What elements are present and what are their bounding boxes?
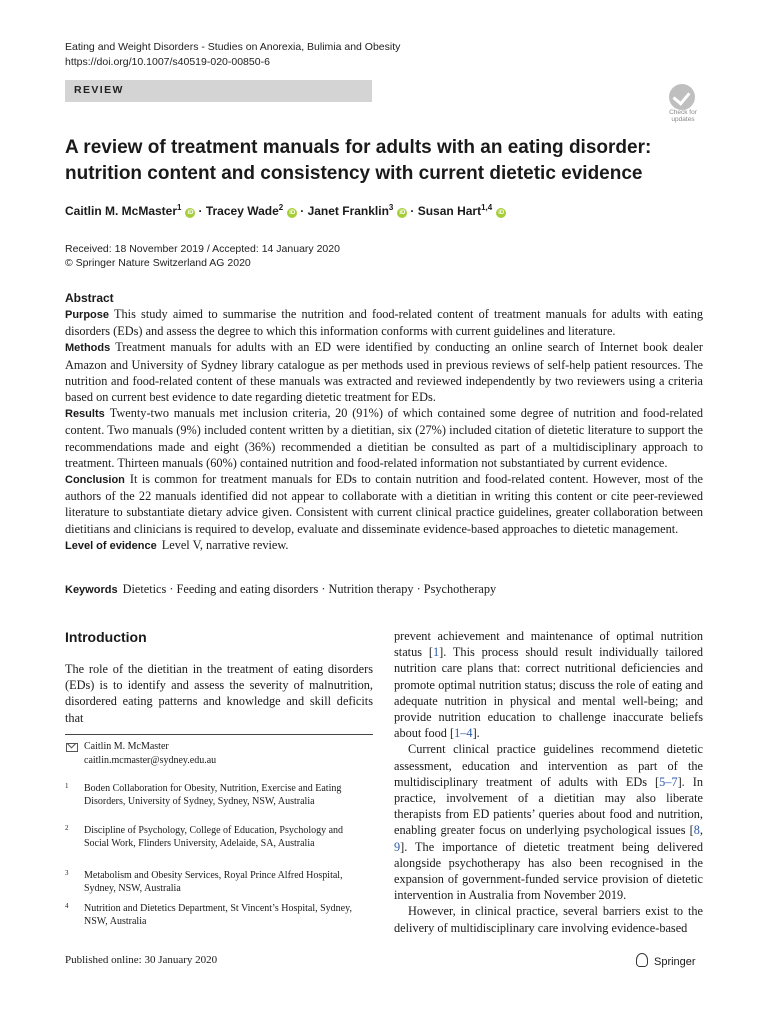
abstract-results [65, 405, 703, 471]
publisher-name: Springer [654, 956, 696, 968]
springer-horse-icon [636, 953, 648, 967]
orcid-icon[interactable]: iD [498, 210, 505, 216]
affiliation-number: 4 [65, 902, 69, 910]
abstract-heading: Abstract [65, 291, 114, 305]
abstract-label: Conclusion [65, 474, 125, 487]
author-name[interactable]: Susan Hart [417, 204, 482, 218]
affiliation-number: 2 [65, 824, 69, 832]
orcid-icon[interactable]: iD [289, 210, 296, 216]
copyright-notice: © Springer Nature Switzerland AG 2020 [65, 257, 251, 269]
abstract-label: Purpose [65, 309, 110, 321]
contact-email[interactable]: caitlin.mcmaster@sydney.edu.au [84, 755, 217, 766]
author-affiliation-ref: 2 [278, 203, 284, 212]
abstract-text: Twenty-two manuals met inclusion criteria, 20 (91%) of which contained some degree of nutrition and food-related content. Two manuals (9%) included content written by a dietitian, six (27%) included citation of dietetic literature to support the recommendations made and eight (36%) recommended a dietitian be consulted as part of a multidisciplinary approach to treatment. Thirteen manuals (60%) contained nutrition and food-related information not substantiated by current evidence. [65, 406, 703, 470]
keywords [65, 582, 496, 597]
affiliation-text: Metabolism and Obesity Services, Royal Prince Alfred Hospital, Sydney, NSW, Australia [84, 870, 343, 894]
check-updates-icon [669, 84, 695, 110]
author-list: Caitlin M. McMaster$^1$iD · Tracey Wade$^2$iD · Janet Franklin$^3$iD · Susan Hart$^{1,4}$iD [65, 203, 505, 218]
affiliation-number: 1 [65, 782, 69, 790]
orcid-icon[interactable]: iD [187, 210, 194, 216]
introduction-paragraph [394, 628, 703, 741]
article-type-bar [65, 80, 372, 102]
abstract-body [65, 306, 703, 554]
introduction-paragraph [394, 741, 703, 903]
author-affiliation-ref: 1 [177, 203, 182, 212]
right-column [394, 628, 703, 936]
abstract-level-of-evidence [65, 537, 703, 554]
doi-link[interactable]: https://doi.org/10.1007/s40519-020-00850-6 [65, 56, 270, 68]
abstract-methods [65, 339, 703, 405]
introduction-paragraph: The role of the dietitian in the treatment of eating disorders (EDs) is to identify and assess the severity of malnutrition, disordered eating patterns and knowledge and skill deficits that [65, 662, 373, 725]
journal-header [65, 40, 400, 70]
text-run: prevent achievement and maintenance of optimal nutrition status [ [394, 629, 703, 660]
text-run: , [699, 823, 703, 838]
affiliation-4 [65, 903, 365, 928]
received-accepted-dates: Received: 18 November 2019 / Accepted: 14 January 2020 [65, 243, 340, 255]
keywords-text: Dietetics · Feeding and eating disorders · Nutrition therapy · Psychotherapy [122, 582, 497, 596]
envelope-icon [66, 743, 78, 752]
citation-link[interactable]: 1 [432, 645, 440, 660]
citation-link[interactable]: 9 [394, 839, 401, 854]
citation-link[interactable]: 8 [693, 823, 700, 838]
affiliation-text: Discipline of Psychology, College of Education, Psychology and Social Work, Flinders University, Adelaide, SA, Australia [84, 825, 344, 849]
author-name[interactable]: Caitlin M. McMaster [65, 204, 178, 218]
journal-name: Eating and Weight Disorders - Studies on Anorexia, Bulimia and Obesity [65, 41, 401, 53]
published-date: Published online: 30 January 2020 [65, 954, 218, 966]
introduction-paragraph: However, in clinical practice, several barriers exist to the delivery of multidisciplinary care involving evidence-based [394, 904, 703, 935]
abstract-label: Methods [65, 342, 111, 355]
author-name[interactable]: Tracey Wade [205, 204, 279, 218]
corresponding-author [84, 740, 216, 768]
text-run: ]. [472, 726, 480, 741]
orcid-icon[interactable]: iD [399, 210, 406, 216]
abstract-label: Level of evidence [65, 539, 157, 552]
keywords-label: Keywords [65, 584, 118, 596]
affiliation-text: Boden Collaboration for Obesity, Nutrition, Exercise and Eating Disorders, University of Sydney, Sydney, NSW, Australia [84, 783, 342, 807]
check-updates-label: Check for updates [669, 109, 697, 123]
abstract-conclusion [65, 471, 703, 537]
introduction-heading: Introduction [65, 629, 147, 645]
footnote-divider [65, 734, 373, 735]
text-run: ]. This process should result individually tailored nutrition care plans that: correct nutritional deficiencies and promote optimal nutrition status; discuss the role of eating and adequate nutrition in physical and mental well-being; and provide nutrition education to challenge inaccurate beliefs about food [ [394, 645, 703, 741]
citation-link[interactable]: 5–7 [659, 774, 678, 789]
affiliation-1 [65, 783, 365, 808]
author-name[interactable]: Janet Franklin [307, 204, 389, 218]
check-for-updates-badge[interactable] [665, 84, 701, 124]
affiliation-2 [65, 825, 365, 850]
text-run: Current clinical practice guidelines recommend dietetic assessment, education and intervention as part of the multidisciplinary treatment of adults with EDs [ [394, 742, 703, 789]
citation-link[interactable]: 1–4 [454, 726, 473, 741]
article-type-label: REVIEW [74, 84, 124, 96]
affiliation-text: Nutrition and Dietetics Department, St Vincent’s Hospital, Sydney, NSW, Australia [84, 903, 352, 927]
article-title: A review of treatment manuals for adults with an eating disorder: nutrition content and consistency with current dietetic evidence [65, 137, 652, 184]
text-run: ]. The importance of dietetic treatment being delivered alongside psychotherapy has also been recognised in the expansion of government-funded service provision of dietetic intervention in Australia from November 2019. [394, 839, 703, 903]
text-run: ]. In practice, involvement of a dietitian may also liberate therapists from ED patients’ queries about food and nutrition, enabling greater focus on underlying psychological issues [ [394, 774, 703, 838]
affiliation-number: 3 [65, 869, 69, 877]
abstract-text: Treatment manuals for adults with an ED were identified by conducting an online search of Internet book dealer Amazon and University of Sydney library catalogue as per methods used in previous reviews of self-help patient resources. The nutrition and food-related content of these manuals was extracted and reviewed independently by two reviewers using a criteria based on current best evidence to date regarding dietetic treatment for EDs. [65, 340, 703, 405]
author-affiliation-ref: 3 [388, 203, 394, 212]
contact-name: Caitlin M. McMaster [84, 741, 169, 752]
publisher-logo [636, 953, 696, 968]
abstract-text: Level V, narrative review. [161, 537, 289, 552]
author-affiliation-ref: 1,4 [481, 203, 493, 212]
abstract-text: This study aimed to summarise the nutrition and food-related content of treatment manuals for adults with eating disorders (EDs) and assess the degree to which this information conforms with current guidelines and literature. [65, 307, 703, 339]
abstract-text: It is common for treatment manuals for EDs to contain nutrition and food-related content. However, most of the authors of the 22 manuals identified did not appear to collaborate with a dietitian in writing this content or cite peer-reviewed literature to substantiate dietary advice given. Consistent with current clinical practice guidelines, greater collaboration between dietitians and clinicians is required to develop, evaluate and disseminate evidence-based approaches to dietetic management. [65, 472, 703, 536]
abstract-purpose [65, 306, 703, 339]
abstract-label: Results [65, 408, 105, 421]
article-dates [65, 242, 340, 270]
affiliation-3 [65, 870, 365, 895]
